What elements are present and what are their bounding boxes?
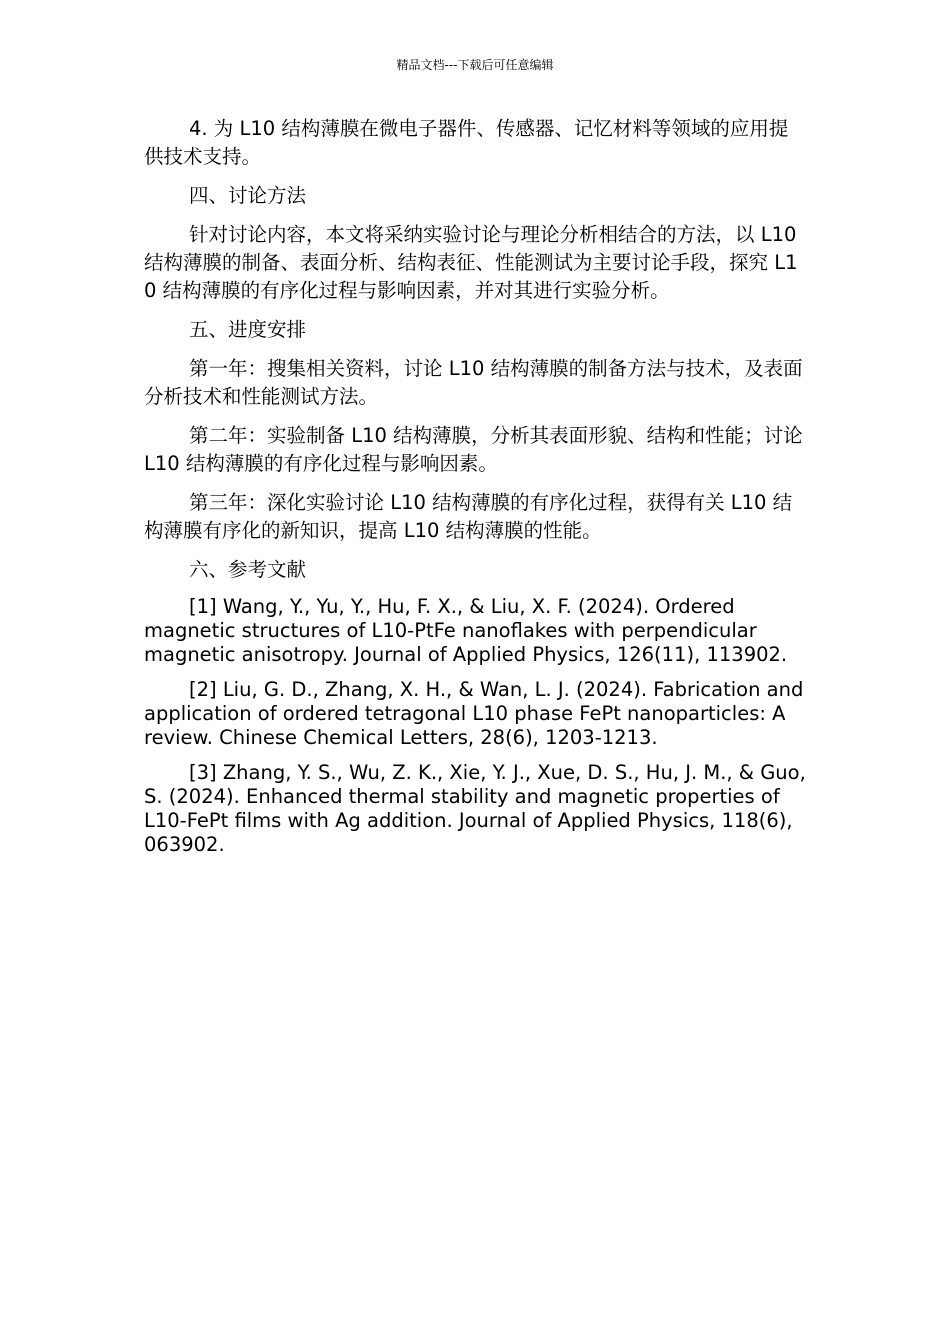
schedule-year-3: 第三年：深化实验讨论 L10 结构薄膜的有序化过程，获得有关 L10 结构薄膜有序化的新知识，提高 L10 结构薄膜的性能。 xyxy=(144,491,793,542)
section-heading-schedule: 五、进度安排 xyxy=(189,318,307,341)
document-body xyxy=(144,115,806,868)
reference-item: [2] Liu, G. D., Zhang, X. H., & Wan, L. J. (2024). Fabrication and application of ordered tetragonal L10 phase FePt nanoparticles: A review. Chinese Chemical Letters, 28(6), 1203-1213. xyxy=(144,678,804,749)
schedule-year-1: 第一年：搜集相关资料，讨论 L10 结构薄膜的制备方法与技术，及表面分析技术和性能测试方法。 xyxy=(144,357,803,408)
section-heading-references: 六、参考文献 xyxy=(189,558,307,581)
section-heading-methods: 四、讨论方法 xyxy=(189,184,307,207)
reference-item: [3] Zhang, Y. S., Wu, Z. K., Xie, Y. J., Xue, D. S., Hu, J. M., & Guo, S. (2024). Enhanced thermal stability and magnetic properties of L10-FePt films with Ag addition. Journal of Applied Physics, 118(6), 063902. xyxy=(144,761,806,856)
page-header: 精品文档---下载后可任意编辑 xyxy=(396,58,554,72)
reference-item: [1] Wang, Y., Yu, Y., Hu, F. X., & Liu, X. F. (2024). Ordered magnetic structures of L10-PtFe nanoflakes with perpendicular magnetic anisotropy. Journal of Applied Physics, 126(11), 113902. xyxy=(144,595,788,666)
methods-paragraph: 针对讨论内容，本文将采纳实验讨论与理论分析相结合的方法，以 L10 结构薄膜的制备、表面分析、结构表征、性能测试为主要讨论手段，探究 L10 结构薄膜的有序化过程与影响因素，并对其进行实验分析。 xyxy=(144,223,798,302)
research-goal-4: 4. 为 L10 结构薄膜在微电子器件、传感器、记忆材料等领域的应用提供技术支持。 xyxy=(144,117,789,168)
schedule-year-2: 第二年：实验制备 L10 结构薄膜，分析其表面形貌、结构和性能；讨论 L10 结构薄膜的有序化过程与影响因素。 xyxy=(144,424,803,475)
